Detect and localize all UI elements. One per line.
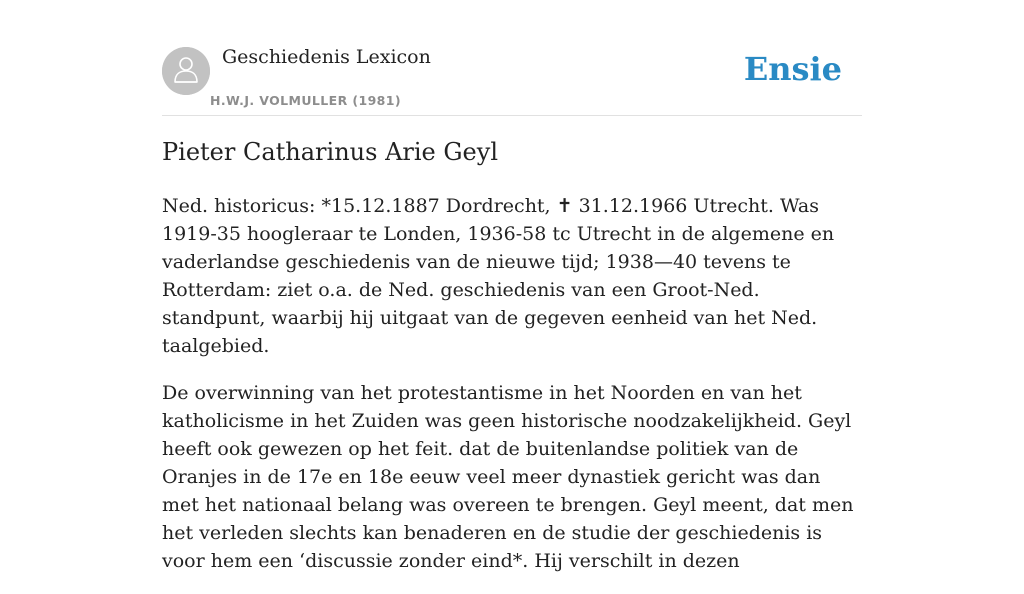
entry-header [162, 46, 862, 116]
author-credit[interactable]: H.W.J. VOLMULLER (1981) [210, 93, 401, 108]
brand-logo[interactable]: Ensie [743, 50, 842, 88]
lexicon-title[interactable]: Geschiedenis Lexicon [222, 46, 431, 68]
article-title: Pieter Catharinus Arie Geyl [162, 138, 498, 166]
article-paragraph: De overwinning van het protestantisme in het Noorden en van het katholicisme in het Zuiden was geen historische noodzakelijkheid. Geyl heeft ook gewezen op het feit. dat de buitenlandse politiek van de Oranjes in de 17e en 18e eeuw veel meer dynastiek gericht was dan met het nationaal belang was overeen te brengen. Geyl meent, dat men het verleden slechts kan benaderen en de studie der geschiedenis is voor hem een ‘discussie zonder eind*. Hij verschilt in dezen [162, 382, 854, 572]
user-placeholder-icon [162, 47, 210, 95]
avatar[interactable] [162, 47, 210, 95]
article-body [162, 192, 862, 594]
article-paragraph: Ned. historicus: *15.12.1887 Dordrecht, ✝ 31.12.1966 Utrecht. Was 1919-35 hoogleraar te Londen, 1936-58 tc Utrecht in de algemene en vaderlandse geschiedenis van de nieuwe tijd; 1938—40 tevens te Rotterdam: ziet o.a. de Ned. geschiedenis van een Groot-Ned. standpunt, waarbij hij uitgaat van de gegeven eenheid van het Ned. taalgebied. [162, 195, 835, 357]
